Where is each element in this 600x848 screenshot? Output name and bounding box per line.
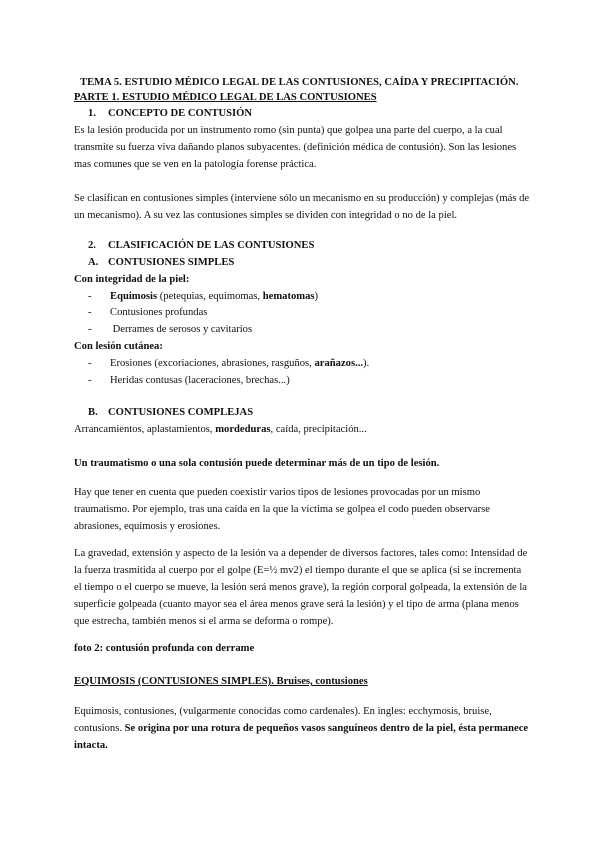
bold-note: Un traumatismo o una sola contusión puede determinar más de un tipo de lesión. xyxy=(74,458,440,469)
coexist-paragraph: Hay que tener en cuenta que pueden coexistir varios tipos de lesiones provocadas por un mismo traumatismo. Por ejemplo, tras una caída en la que la víctima se golpea el codo pueden observarse abrasiones, equimosis y erosiones. xyxy=(74,487,490,532)
integridad-heading: Con integridad de la piel: xyxy=(74,274,190,285)
section-b-letter: B. xyxy=(88,407,98,418)
section-1-number: 1. xyxy=(88,108,96,119)
list-item-text: Derrames de serosos y cavitarios xyxy=(110,324,253,335)
list-bullet: - xyxy=(88,324,92,335)
list-item-text: ) xyxy=(314,291,319,302)
section-b-text-part: , caída, precipitación... xyxy=(270,424,367,435)
term-aranazos: arañazos... xyxy=(314,358,364,369)
list-item xyxy=(88,355,544,372)
list-bullet: - xyxy=(88,307,92,318)
list-item xyxy=(88,372,544,389)
photo-caption: foto 2: contusión profunda con derrame xyxy=(74,643,255,654)
list-bullet: - xyxy=(88,375,92,386)
list-item-text: Erosiones (excoriaciones, abrasiones, rasguños, xyxy=(110,358,315,369)
section-1-paragraph-2: Se clasifican en contusiones simples (interviene sólo un mecanismo en su producción) y complejas (más de un mecanismo). A su vez las contusiones simples se dividen con integridad o no de la piel. xyxy=(74,193,530,221)
list-item-text: Contusiones profundas xyxy=(110,307,208,318)
equimosis-text: Equimosis, contusiones, (vulgarmente conocidas como cardenales). En ingles: ecchymosis, bruise, contusions. xyxy=(74,706,492,734)
section-b-text xyxy=(74,421,530,438)
gravedad-paragraph: La gravedad, extensión y aspecto de la lesión va a depender de diversos factores, tales como: Intensidad de la fuerza trasmitida al cuerpo por el golpe (E=½ mv2) el tiempo durante el que se aplica (si se incrementa el tiempo o el cuerpo se mueve, la lesión será menos grave), la región corporal golpeada, la extensión de la superficie golpeada (cuanto mayor sea el área menos grave será la lesión) y el tipo de arma (plana menos que estrecha, también menos si el arma se deforma o rompe). xyxy=(74,548,528,627)
list-item xyxy=(88,304,544,321)
section-2-number: 2. xyxy=(88,240,96,251)
part-heading: PARTE 1. ESTUDIO MÉDICO LEGAL DE LAS CONTUSIONES xyxy=(74,92,377,103)
section-b-text-part: Arrancamientos, aplastamientos, xyxy=(74,424,216,435)
term-hematomas: hematomas xyxy=(262,291,315,302)
equimosis-bold-text: Se origina por una rotura de pequeños vasos sanguíneos dentro de la piel, ésta permanece intacta. xyxy=(74,723,529,751)
list-bullet: - xyxy=(88,358,92,369)
list-item-text: (petequias, equimomas, xyxy=(157,291,263,302)
section-1-title: CONCEPTO DE CONTUSIÓN xyxy=(108,108,253,119)
document-title: TEMA 5. ESTUDIO MÉDICO LEGAL DE LAS CONTUSIONES, CAÍDA Y PRECIPITACIÓN. xyxy=(80,77,519,88)
lesion-cutanea-heading: Con lesión cutánea: xyxy=(74,341,163,352)
section-2-title: CLASIFICACIÓN DE LAS CONTUSIONES xyxy=(108,240,315,251)
section-1-paragraph-1: Es la lesión producida por un instrumento romo (sin punta) que golpea una parte del cuerpo, a la cual transmite su fuerza viva dañando planos subyacentes. (definición médica de contusión). Son las lesiones mas comunes que se ven en la patología forense práctica. xyxy=(74,125,517,170)
section-a-title: CONTUSIONES SIMPLES xyxy=(108,257,235,268)
equimosis-paragraph xyxy=(74,703,530,754)
list-item-text: ). xyxy=(363,358,370,369)
section-b-title: CONTUSIONES COMPLEJAS xyxy=(108,407,254,418)
list-item-text: Heridas contusas (laceraciones, brechas...) xyxy=(110,375,290,386)
section-a-letter: A. xyxy=(88,257,99,268)
section-a-heading xyxy=(88,254,544,271)
term-mordeduras: mordeduras xyxy=(215,424,271,435)
section-1-heading xyxy=(88,105,544,122)
list-bullet: - xyxy=(88,291,92,302)
equimosis-heading: EQUIMOSIS (CONTUSIONES SIMPLES). Bruises, contusiones xyxy=(74,676,368,687)
term-equimosis: Equimosis xyxy=(110,291,158,302)
section-b-heading xyxy=(88,404,544,421)
list-item xyxy=(88,288,544,305)
section-2-heading xyxy=(88,237,544,254)
list-item xyxy=(88,321,544,338)
